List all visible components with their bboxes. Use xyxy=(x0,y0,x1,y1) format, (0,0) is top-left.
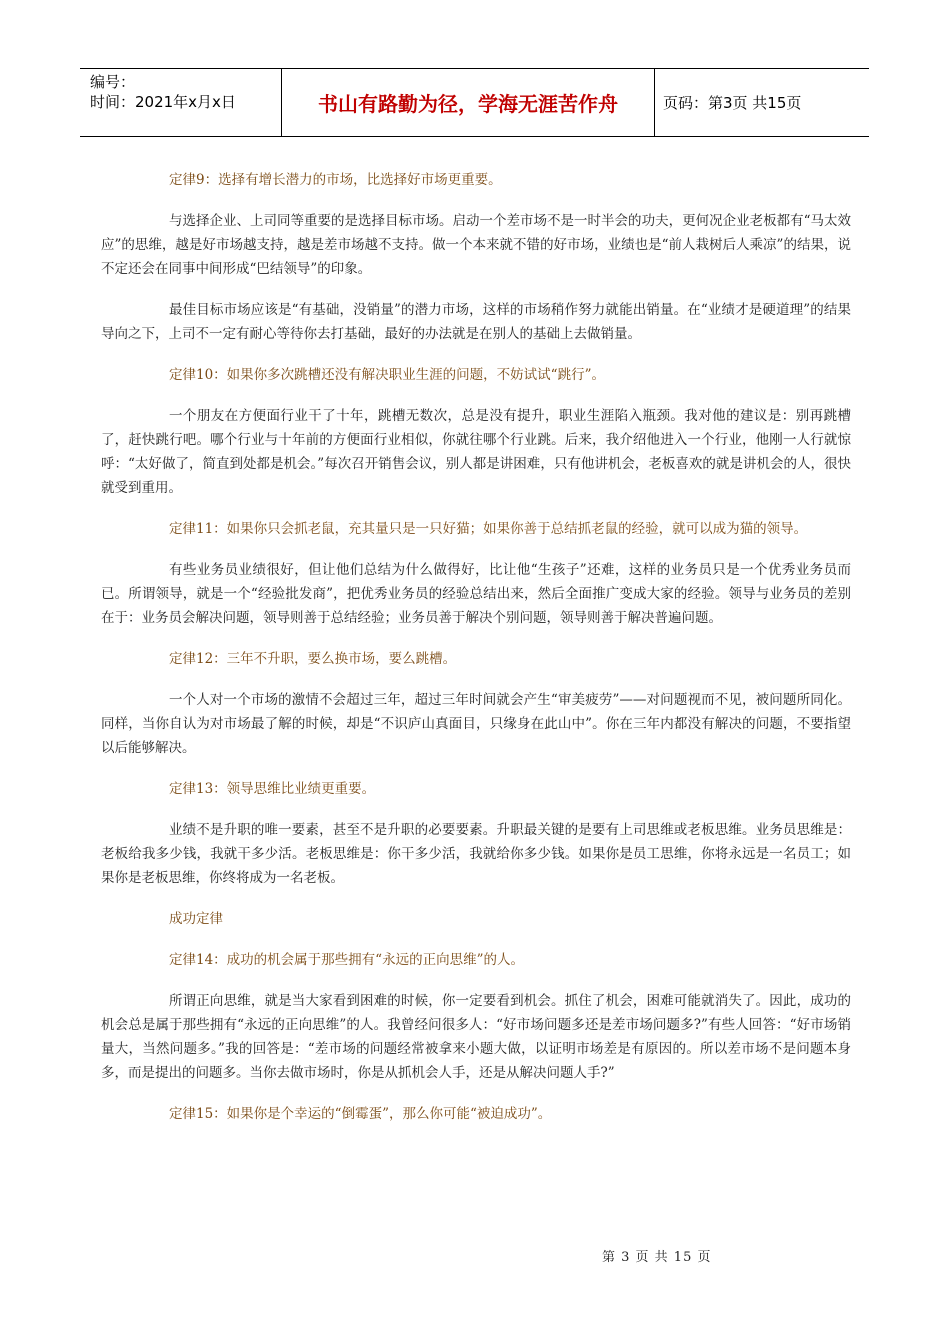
page-header xyxy=(80,68,869,137)
law-heading: 定律14：成功的机会属于那些拥有“永远的正向思维”的人。 xyxy=(169,952,524,968)
body-paragraph: 最佳目标市场应该是“有基础，没销量”的潜力市场，这样的市场稍作努力就能出销量。在“业绩才是硬道理”的结果导向之下，上司不一定有耐心等待你去打基础，最好的办法就是在别人的基础上去做销量。 xyxy=(101,302,851,342)
law-heading: 定律15：如果你是个幸运的“倒霉蛋”，那么你可能“被迫成功”。 xyxy=(169,1106,552,1122)
section-heading: 成功定律 xyxy=(169,911,223,927)
header-info xyxy=(80,69,282,136)
time-label: 时间：2021年x月x日 xyxy=(90,93,236,111)
body-paragraph: 一个人对一个市场的激情不会超过三年，超过三年时间就会产生“审美疲劳”——对问题视而不见，被问题所同化。同样，当你自认为对市场最了解的时候，却是“不识庐山真面目，只缘身在此山中”。你在三年内都没有解决的问题，不要指望以后能够解决。 xyxy=(101,692,851,756)
body-paragraph: 与选择企业、上司同等重要的是选择目标市场。启动一个差市场不是一时半会的功夫，更何况企业老板都有“马太效应”的思维，越是好市场越支持，越是差市场越不支持。做一个本来就不错的好市场，业绩也是“前人栽树后人乘凉”的结果，说不定还会在同事中间形成“巴结领导”的印象。 xyxy=(101,213,851,277)
law-heading: 定律11：如果你只会抓老鼠，充其量只是一只好猫；如果你善于总结抓老鼠的经验，就可以成为猫的领导。 xyxy=(169,521,808,537)
document-body xyxy=(101,168,851,1143)
law-heading: 定律9：选择有增长潜力的市场，比选择好市场更重要。 xyxy=(169,172,502,188)
law-heading: 定律12：三年不升职，要么换市场，要么跳槽。 xyxy=(169,651,457,667)
number-label: 编号： xyxy=(90,73,136,91)
law-heading: 定律13：领导思维比业绩更重要。 xyxy=(169,781,376,797)
law-heading: 定律10：如果你多次跳槽还没有解决职业生涯的问题，不妨试试“跳行”。 xyxy=(169,367,605,383)
body-paragraph: 一个朋友在方便面行业干了十年，跳槽无数次，总是没有提升，职业生涯陷入瓶颈。我对他的建议是：别再跳槽了，赶快跳行吧。哪个行业与十年前的方便面行业相似，你就往哪个行业跳。后来，我介绍他进入一个行业，他刚一人行就惊呼：“太好做了，简直到处都是机会。”每次召开销售会议，别人都是讲困难，只有他讲机会，老板喜欢的就是讲机会的人，很快就受到重用。 xyxy=(101,408,851,496)
body-paragraph: 有些业务员业绩很好，但让他们总结为什么做得好，比让他“生孩子”还难，这样的业务员只是一个优秀业务员而已。所谓领导，就是一个“经验批发商”，把优秀业务员的经验总结出来，然后全面推广变成大家的经验。领导与业务员的差别在于：业务员会解决问题，领导则善于总结经验；业务员善于解决个别问题，领导则善于解决普遍问题。 xyxy=(101,562,851,626)
body-paragraph: 所谓正向思维，就是当大家看到困难的时候，你一定要看到机会。抓住了机会，困难可能就消失了。因此，成功的机会总是属于那些拥有“永远的正向思维”的人。我曾经问很多人：“好市场问题多还是差市场问题多?”有些人回答：“好市场销量大，当然问题多。”我的回答是：“差市场的问题经常被拿来小题大做，以证明市场差是有原因的。所以差市场不是问题本身多，而是提出的问题多。当你去做市场时，你是从抓机会人手，还是从解决问题人手?” xyxy=(101,993,851,1081)
header-page-label: 页码：第3页 共15页 xyxy=(663,94,802,112)
header-motto: 书山有路勤为径，学海无涯苦作舟 xyxy=(282,69,655,136)
page-footer: 第 3 页 共 15 页 xyxy=(602,1250,712,1265)
body-paragraph: 业绩不是升职的唯一要素，甚至不是升职的必要要素。升职最关键的是要有上司思维或老板思维。业务员思维是：老板给我多少钱，我就干多少活。老板思维是：你干多少活，我就给你多少钱。如果你是员工思维，你将永远是一名员工；如果你是老板思维，你终将成为一名老板。 xyxy=(101,822,851,886)
